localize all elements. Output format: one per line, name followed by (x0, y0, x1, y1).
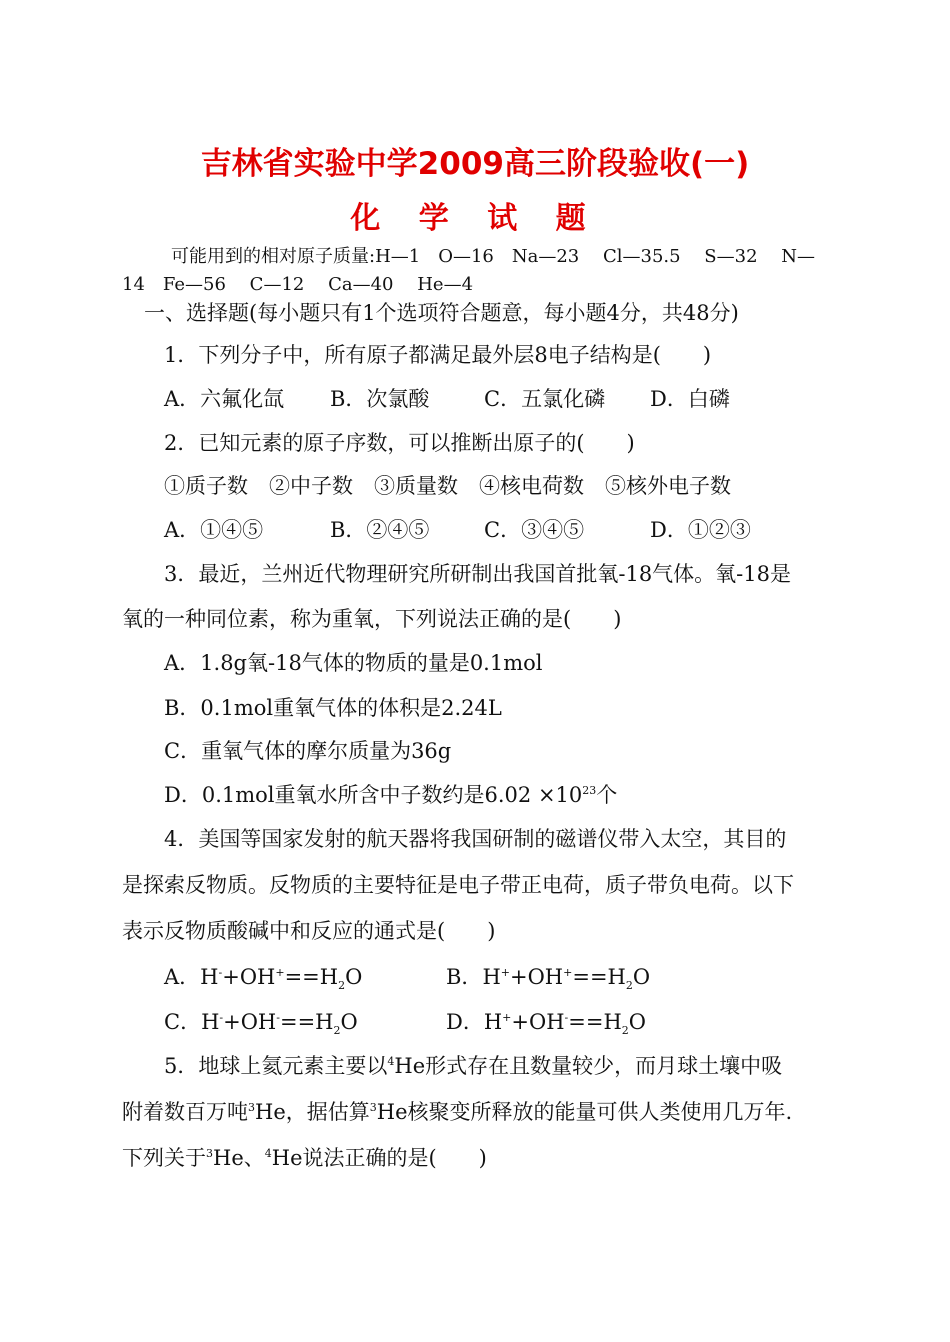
q5-stem-2: 附着数百万吨$^3$He，据估算$^3$He核聚变所释放的能量可供人类使用几万年. (122, 1100, 793, 1124)
q4-stem-3: 表示反物质酸碱中和反应的通式是( ) (122, 919, 496, 943)
q4-option-b: B．$H^++OH^+==H_2O$ (446, 965, 651, 993)
q2-option-c: C．③④⑤ (484, 518, 585, 542)
q4-option-d: D．$H^++OH^-==H_2O$ (446, 1010, 646, 1038)
q3-stem-2: 氧的一种同位素，称为重氧，下列说法正确的是( ) (122, 607, 622, 631)
page-title: 吉林省实验中学2009高三阶段验收(一) (200, 146, 750, 182)
q1-option-c: C．五氯化磷 (484, 387, 606, 411)
q2-option-a: A．①④⑤ (164, 518, 264, 542)
q4-stem-2: 是探索反物质。反物质的主要特征是电子带正电荷，质子带负电荷。以下 (122, 873, 794, 897)
q1-option-a: A．六氟化氙 (164, 387, 285, 411)
q4-option-a: A．$H^-+OH^+==H_2O$ (164, 965, 363, 993)
q4-option-c: C．$H^-+OH^-==H_2O$ (164, 1010, 358, 1038)
q4-stem-1: 4．美国等国家发射的航天器将我国研制的磁谱仪带入太空，其目的 (164, 827, 787, 851)
q5-stem-3: 下列关于$^3$He、$^4$He说法正确的是( ) (122, 1146, 487, 1170)
atomic-masses-line2: 14 Fe—56 C—12 Ca—40 He—4 (122, 274, 474, 295)
q1-option-b: B．次氯酸 (330, 387, 430, 411)
q3-option-c: C．重氧气体的摩尔质量为36g (164, 739, 452, 763)
q3-option-d: D．0.1mol重氧水所含中子数约是$6.02 \times 10^{23}$个 (164, 783, 618, 807)
q2-option-d: D．①②③ (650, 518, 751, 542)
q1-stem: 1．下列分子中，所有原子都满足最外层8电子结构是( ) (164, 343, 712, 367)
q3-stem-1: 3．最近，兰州近代物理研究所研制出我国首批氧-18气体。氧-18是 (164, 562, 791, 586)
q2-stem: 2．已知元素的原子序数，可以推断出原子的( ) (164, 431, 635, 455)
q1-option-d: D．白磷 (650, 387, 730, 411)
q5-stem-1: 5．地球上氦元素主要以$^4$He形式存在且数量较少，而月球土壤中吸 (164, 1054, 783, 1078)
section-heading: 一、选择题(每小题只有1个选项符合题意，每小题4分，共48分) (144, 301, 739, 325)
atomic-masses-line1: 可能用到的相对原子质量:H—1 O—16 Na—23 Cl—35.5 S—32 N— (171, 246, 816, 267)
q2-option-b: B．②④⑤ (330, 518, 430, 542)
q2-items: ①质子数 ②中子数 ③质量数 ④核电荷数 ⑤核外电子数 (164, 474, 731, 498)
page-subtitle: 化 学 试 题 (350, 201, 600, 236)
q3-option-a: A．1.8g氧-18气体的物质的量是0.1mol (164, 651, 543, 675)
q3-option-b: B．0.1mol重氧气体的体积是2.24L (164, 696, 502, 720)
